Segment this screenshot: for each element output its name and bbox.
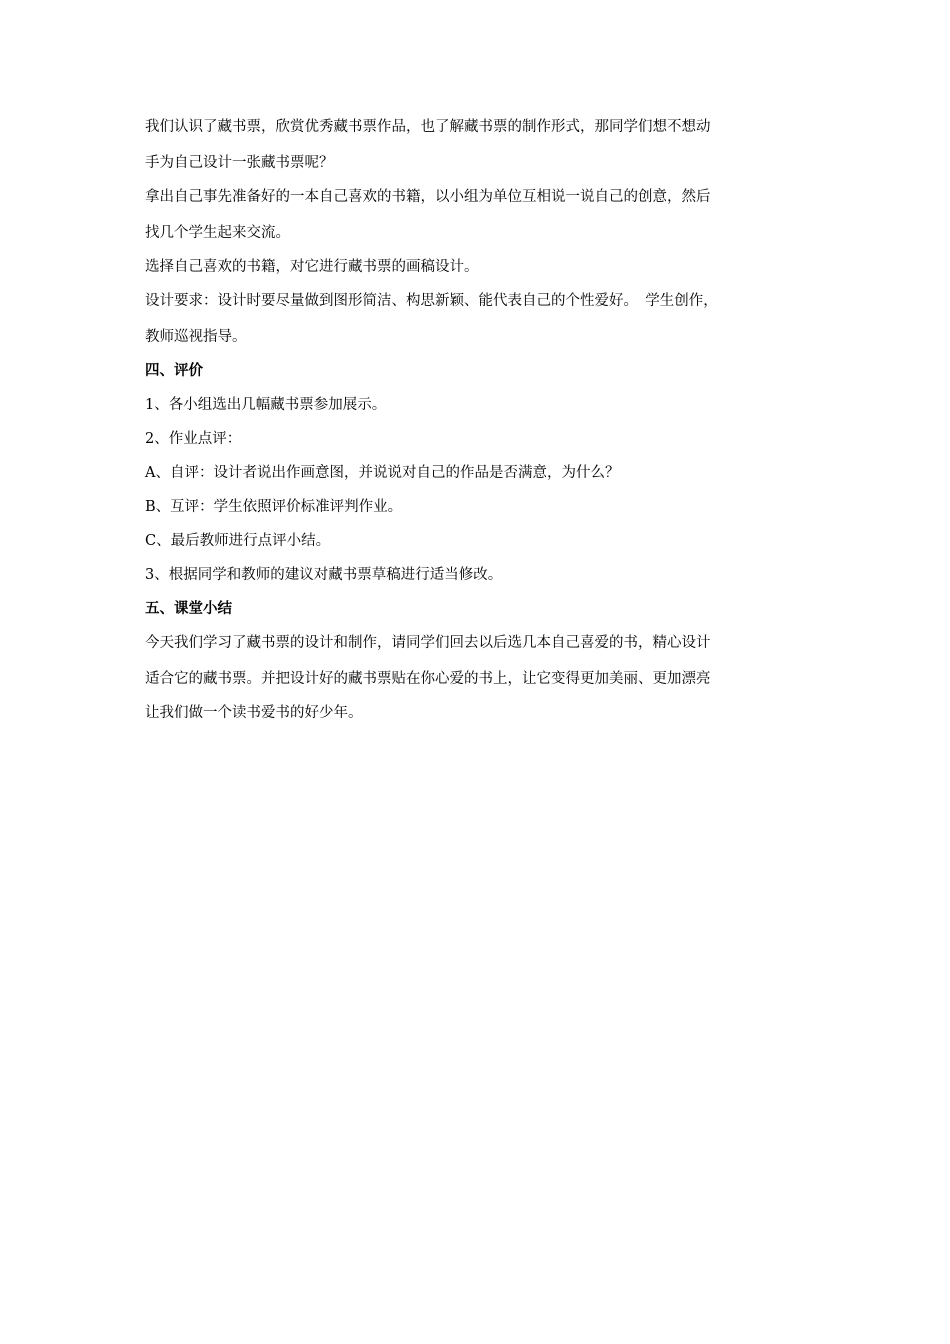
paragraph-summary-line-2: 适合它的藏书票。并把设计好的藏书票贴在你心爱的书上，让它变得更加美丽、更加漂亮 bbox=[145, 671, 711, 687]
list-item: 3、根据同学和教师的建议对藏书票草稿进行适当修改。 bbox=[145, 567, 503, 583]
document-body bbox=[145, 117, 825, 737]
list-item: 2、作业点评： bbox=[145, 431, 242, 447]
list-item: C、最后教师进行点评小结。 bbox=[145, 533, 331, 549]
list-item: A、自评：设计者说出作画意图，并说说对自己的作品是否满意，为什么？ bbox=[145, 465, 620, 481]
paragraph-summary-line-3: 让我们做一个读书爱书的好少年。 bbox=[145, 705, 363, 721]
paragraph-requirements-line-2: 教师巡视指导。 bbox=[145, 329, 247, 345]
paragraph-discussion-line-2: 找几个学生起来交流。 bbox=[145, 225, 290, 241]
paragraph-draft-design: 选择自己喜欢的书籍，对它进行藏书票的画稿设计。 bbox=[145, 259, 479, 275]
paragraph-intro-line-2: 手为自己设计一张藏书票呢？ bbox=[145, 155, 334, 171]
list-item: 1、各小组选出几幅藏书票参加展示。 bbox=[145, 397, 387, 413]
section-heading-evaluation: 四、评价 bbox=[145, 363, 203, 379]
section-heading-summary: 五、课堂小结 bbox=[145, 601, 232, 617]
list-item: B、互评：学生依照评价标准评判作业。 bbox=[145, 499, 403, 515]
paragraph-summary-line-1: 今天我们学习了藏书票的设计和制作，请同学们回去以后选几本自己喜爱的书，精心设计 bbox=[145, 635, 711, 651]
paragraph-discussion-line-1: 拿出自己事先准备好的一本自己喜欢的书籍，以小组为单位互相说一说自己的创意，然后 bbox=[145, 189, 711, 205]
paragraph-requirements-line-1: 设计要求：设计时要尽量做到图形简洁、构思新颖、能代表自己的个性爱好。 学生创作， bbox=[145, 293, 718, 309]
paragraph-intro-line-1: 我们认识了藏书票，欣赏优秀藏书票作品，也了解藏书票的制作形式，那同学们想不想动 bbox=[145, 119, 711, 135]
